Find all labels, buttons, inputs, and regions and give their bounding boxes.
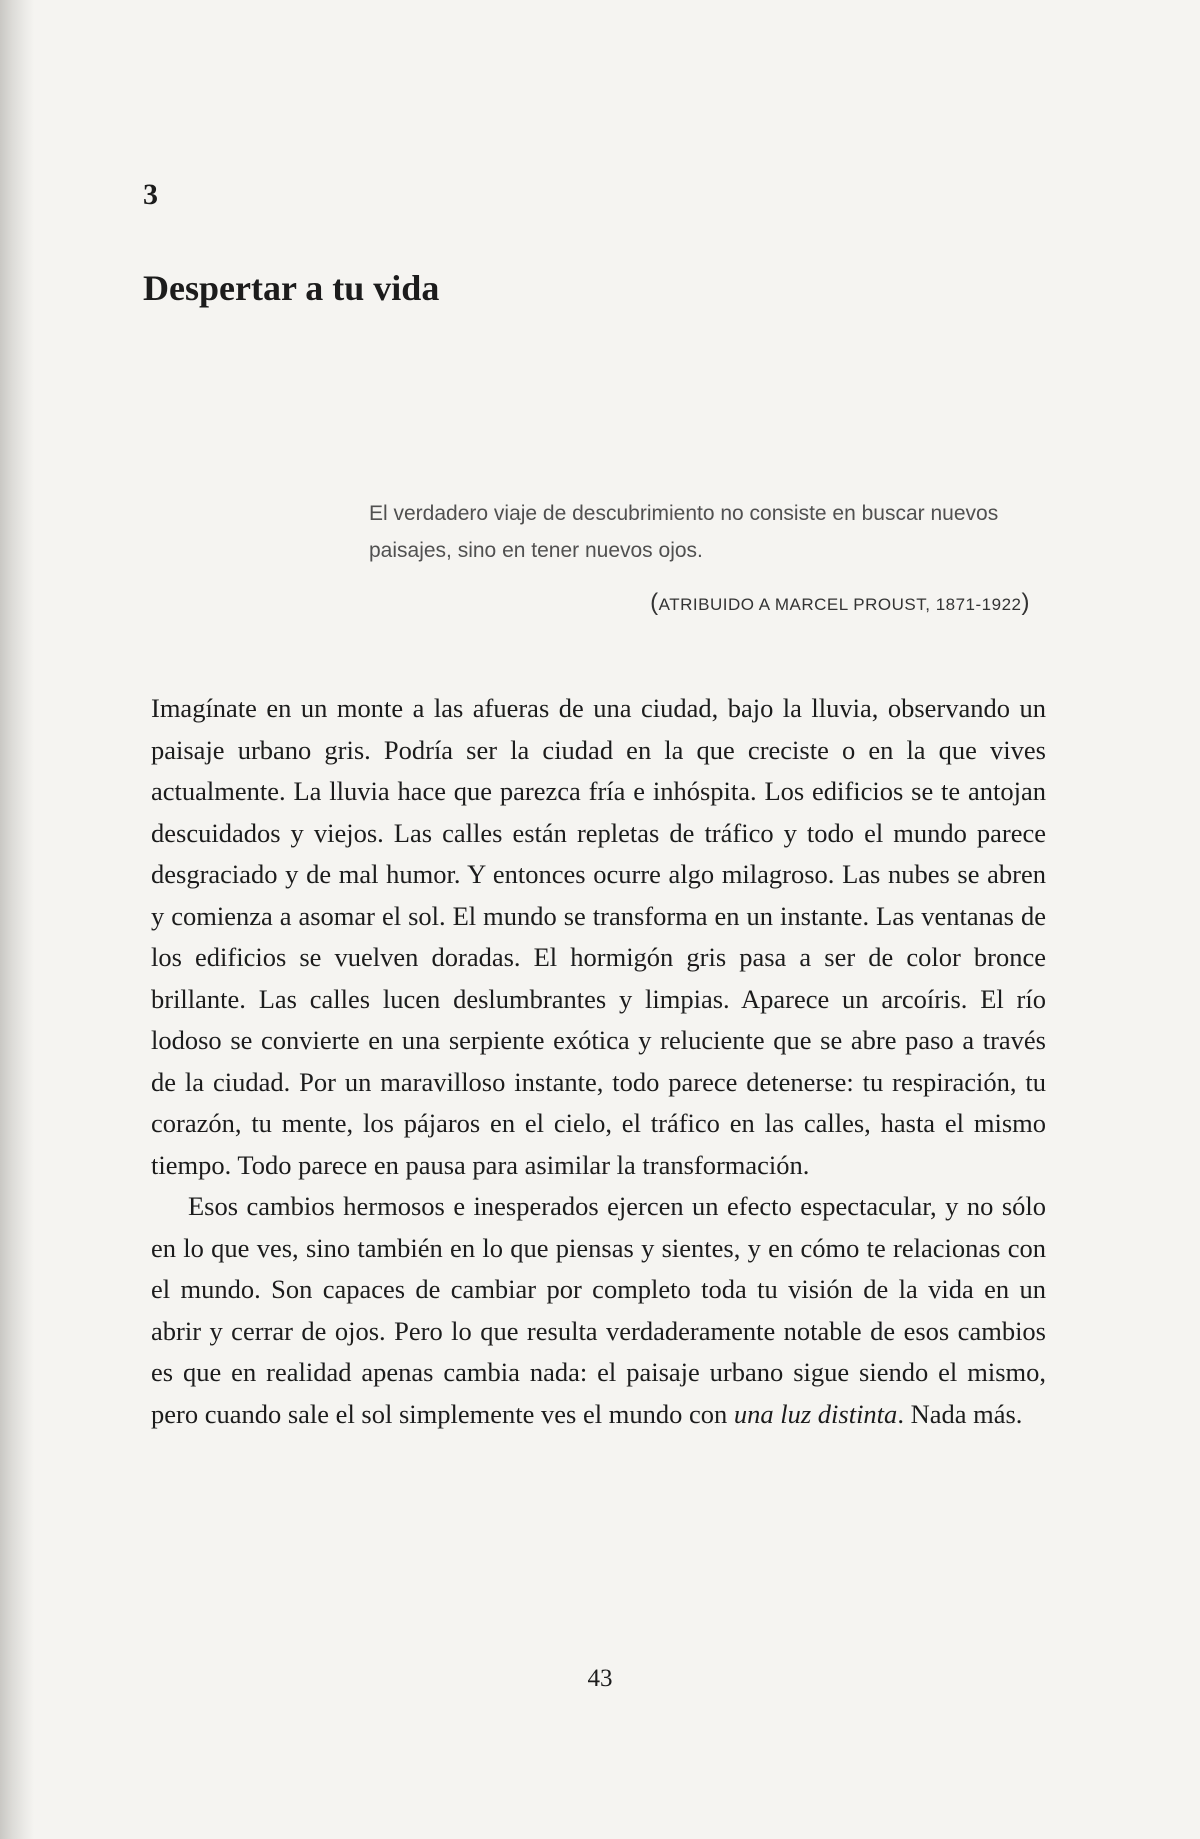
paragraph-2-ending: . Nada más. — [897, 1398, 1023, 1429]
paragraph-2-text: Esos cambios hermosos e inesperados ejercen un efecto espectacular, y no sólo en lo que ves, sino también en lo que piensas y sientes, y en cómo te relacionas con el mundo. Son capaces de cambiar por completo toda tu visión de la vida en un abrir y cerrar de ojos. Pero lo que resulta verdaderamente notable de esos cambios es que en realidad apenas cambia nada: el paisaje urbano sigue siendo el mismo, pero cuando sale el sol simplemente ves el mundo con — [151, 1191, 1046, 1429]
chapter-body — [151, 688, 1046, 1435]
chapter-number: 3 — [143, 178, 158, 211]
page-number: 43 — [587, 1665, 613, 1692]
paragraph-1: Imagínate en un monte a las afueras de una ciudad, bajo la lluvia, observando un paisaje urbano gris. Podría ser la ciudad en la que creciste o en la que vives actualmente. La lluvia hace que parezca fría e inhóspita. Los edificios se te antojan descuidados y viejos. Las calles están repletas de tráfico y todo el mundo parece desgraciado y de mal humor. Y entonces ocurre algo milagroso. Las nubes se abren y comienza a asomar el sol. El mundo se transforma en un instante. Las ventanas de los edificios se vuelven doradas. El hormigón gris pasa a ser de color bronce brillante. Las calles lucen deslumbrantes y limpias. Aparece un arcoíris. El río lodoso se convierte en una serpiente exótica y reluciente que se abre paso a través de la ciudad. Por un maravilloso instante, todo parece detenerse: tu respiración, tu corazón, tu mente, los pájaros en el cielo, el tráfico en las calles, hasta el mismo tiempo. Todo parece en pausa para asimilar la transformación. — [151, 693, 1046, 1180]
attribution-open-paren: ( — [650, 589, 659, 616]
epigraph-quote: El verdadero viaje de descubrimiento no consiste en buscar nuevos paisajes, sino en tener nuevos ojos. — [369, 502, 999, 562]
attribution-close-paren: ) — [1021, 589, 1030, 616]
paragraph-2-emphasis: una luz distinta — [733, 1398, 898, 1429]
attribution-text: ATRIBUIDO A MARCEL PROUST, 1871-1922 — [658, 595, 1022, 614]
chapter-title: Despertar a tu vida — [143, 268, 440, 308]
epigraph-attribution — [552, 588, 1030, 620]
paragraph-2 — [151, 1186, 1046, 1435]
page-gutter-shadow — [0, 0, 34, 1839]
